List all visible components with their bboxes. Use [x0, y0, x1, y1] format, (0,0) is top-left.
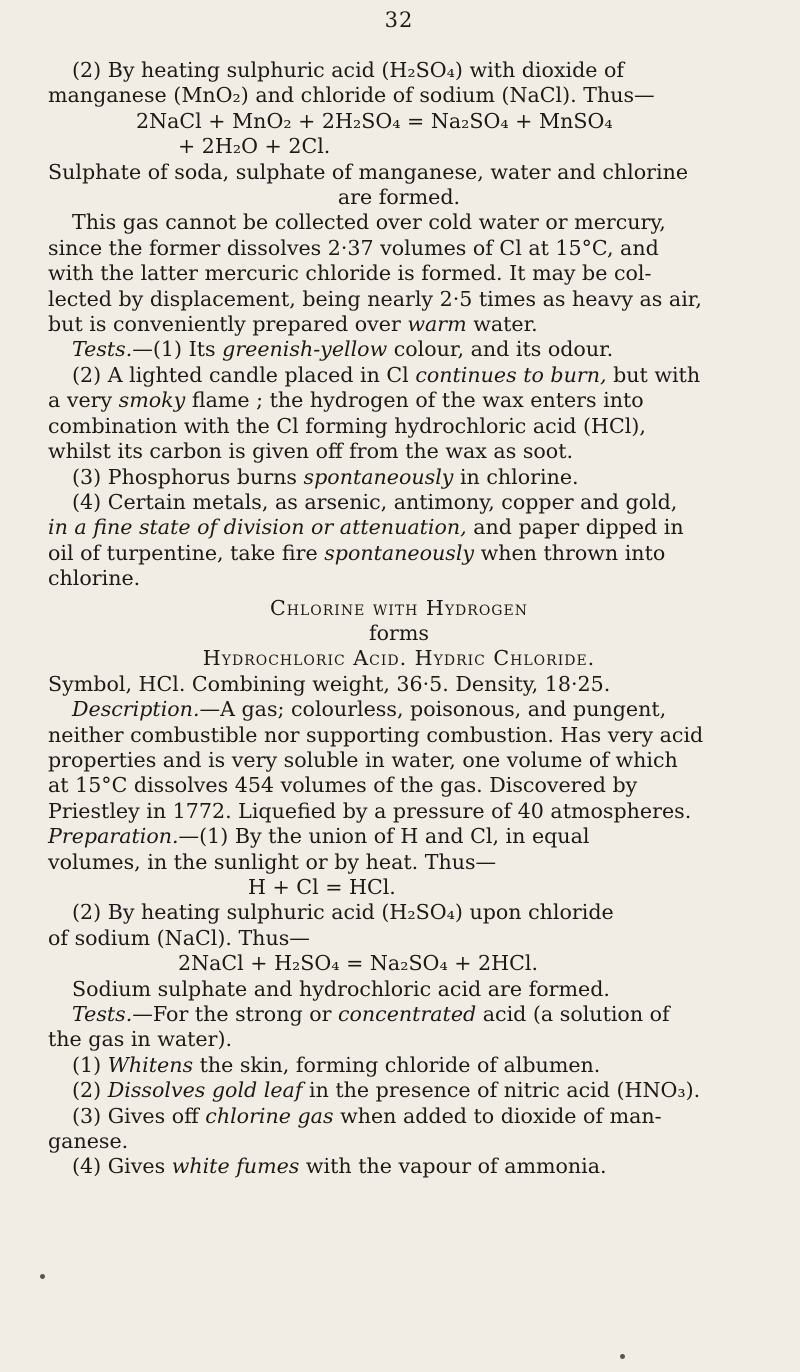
text-line [48, 337, 750, 362]
text-span: flame ; the hydrogen of the wax enters into [185, 388, 644, 413]
equation-line: 2NaCl + MnO₂ + 2H₂SO₄ = Na₂SO₄ + MnSO₄ [136, 108, 613, 133]
text-span: when added to dioxide of man- [333, 1103, 662, 1128]
text-line: Sodium sulphate and hydrochloric acid are formed. [72, 976, 610, 1001]
text-line: at 15°C dissolves 454 volumes of the gas. Discovered by [48, 773, 638, 798]
italic-span: spontaneously [303, 464, 454, 489]
text-span: but is conveniently prepared over [48, 312, 408, 337]
text-span: —(1) By the union of H and Cl, in equal [178, 824, 590, 849]
text-span: a very [48, 388, 119, 413]
text-line [48, 1078, 750, 1103]
text-line: (2) By heating sulphuric acid (H₂SO₄) with dioxide of [72, 58, 625, 82]
italic-span: greenish-yellow [222, 337, 388, 362]
text-span: when thrown into [474, 540, 666, 565]
text-span: —For the strong or [132, 1002, 338, 1027]
text-line: volumes, in the sunlight or by heat. Thus— [48, 849, 497, 874]
text-line [48, 1104, 750, 1129]
text-line: manganese (MnO₂) and chloride of sodium (NaCl). Thus— [48, 83, 655, 108]
collection-paragraph [48, 210, 750, 337]
text-line [48, 697, 750, 722]
italic-span: chlorine gas [205, 1103, 334, 1128]
heading-line: Chlorine with Hydrogen [270, 595, 528, 620]
tests-label: Tests. [72, 1002, 133, 1027]
text-line: of sodium (NaCl). Thus— [48, 925, 310, 950]
italic-span: warm [407, 312, 467, 337]
text-span: oil of turpentine, take fire [48, 540, 325, 565]
italic-span: continues to burn, [415, 362, 607, 387]
italic-span: white fumes [171, 1154, 300, 1179]
text-line: properties and is very soluble in water, one volume of which [48, 747, 678, 772]
text-span: water. [466, 312, 538, 337]
tests-label: Tests. [72, 337, 133, 362]
text-line: lected by displacement, being nearly 2·5 times as heavy as air, [48, 286, 702, 311]
preparation-label: Preparation. [48, 824, 179, 849]
text-span: (3) Phosphorus burns [72, 464, 304, 489]
italic-span: smoky [118, 388, 186, 413]
italic-span: Dissolves gold leaf [107, 1078, 303, 1103]
text-span: the skin, forming chloride of albumen. [193, 1052, 601, 1077]
text-line: This gas cannot be collected over cold water or mercury, [72, 210, 666, 235]
text-span: colour, and its odour. [387, 337, 614, 362]
text-line: with the latter mercuric chloride is formed. It may be col- [48, 261, 652, 286]
text-line [48, 363, 750, 388]
text-line [48, 1053, 750, 1078]
text-line: chlorine. [48, 566, 141, 591]
text-span: —A gas; colourless, poisonous, and pungent, [199, 697, 667, 722]
text-line: are formed. [337, 185, 461, 210]
text-line: ganese. [48, 1129, 129, 1154]
text-span: (2) A lighted candle placed in Cl [72, 362, 416, 387]
text-line [48, 824, 750, 849]
heading-line: Hydrochloric Acid. Hydric Chloride. [202, 646, 596, 671]
text-span: with the vapour of ammonia. [299, 1154, 607, 1179]
text-line: Priestley in 1772. Liquefied by a pressure of 40 atmospheres. [48, 798, 692, 823]
equation-line: H + Cl = HCl. [248, 875, 396, 899]
italic-span: Whitens [107, 1052, 194, 1077]
text-span: —(1) Its [132, 337, 223, 362]
print-speck [40, 1274, 45, 1279]
description-label: Description. [72, 697, 200, 722]
text-line: since the former dissolves 2·37 volumes of Cl at 15°C, and [48, 235, 659, 260]
text-span: (1) [72, 1052, 108, 1077]
text-line: the gas in water). [48, 1027, 233, 1052]
preparation-method-2 [48, 58, 750, 210]
text-line: Sulphate of soda, sulphate of manganese, water and chlorine [48, 159, 689, 184]
text-line [48, 312, 750, 337]
text-span: (2) [72, 1078, 108, 1103]
text-span: acid (a solution of [476, 1002, 670, 1027]
heading-line: forms [369, 620, 429, 645]
italic-span: spontaneously [324, 540, 475, 565]
text-line [48, 388, 750, 413]
equation-line: 2NaCl + H₂SO₄ = Na₂SO₄ + 2HCl. [178, 951, 538, 976]
text-span: (4) Gives [72, 1154, 172, 1179]
text-line [48, 515, 750, 540]
text-line [48, 541, 750, 566]
print-speck [620, 1354, 625, 1359]
equation-line: + 2H₂O + 2Cl. [178, 134, 331, 159]
italic-span: in a fine state of division or attenuation, [48, 515, 467, 540]
text-span: and paper dipped in [466, 515, 684, 540]
text-span: but with [606, 362, 701, 387]
text-line [48, 465, 750, 490]
text-line: (4) Certain metals, as arsenic, antimony, copper and gold, [72, 489, 678, 514]
italic-span: concentrated [337, 1002, 477, 1027]
text-span: in the presence of nitric acid (HNO₃). [302, 1078, 701, 1103]
section-heading [48, 596, 750, 672]
text-span: in chlorine. [453, 464, 579, 489]
text-line: combination with the Cl forming hydrochloric acid (HCl), [48, 413, 646, 438]
text-line: whilst its carbon is given off from the wax as soot. [48, 439, 574, 464]
hydrochloric-acid-section [48, 672, 750, 1180]
text-line [48, 1002, 750, 1027]
text-span: (3) Gives off [72, 1103, 206, 1128]
text-line [48, 1154, 750, 1179]
text-line: neither combustible nor supporting combustion. Has very acid [48, 722, 704, 747]
symbol-line: Symbol, HCl. Combining weight, 36·5. Density, 18·25. [48, 671, 611, 696]
text-line: (2) By heating sulphuric acid (H₂SO₄) upon chloride [72, 900, 614, 925]
chlorine-tests [48, 337, 750, 591]
page-number: 32 [384, 8, 414, 32]
